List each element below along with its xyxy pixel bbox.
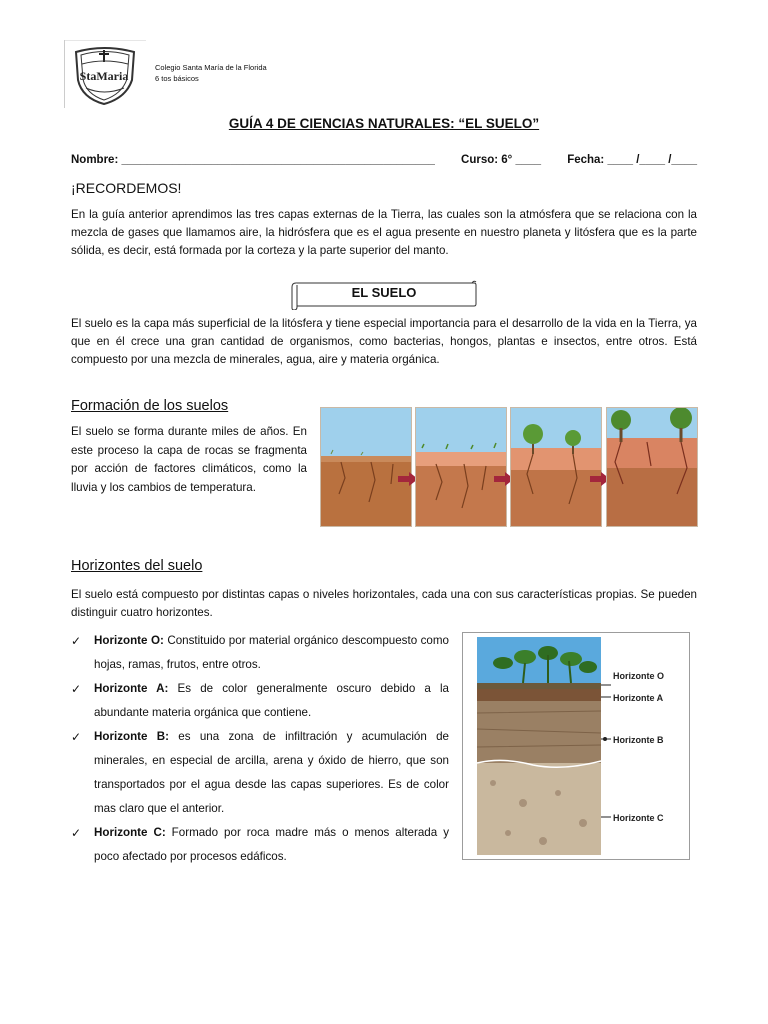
soil-horizons-diagram	[462, 632, 690, 860]
horizon-c-label: Horizonte C	[613, 813, 664, 823]
checkmark-icon: ✓	[71, 730, 82, 744]
school-name: Colegio Santa María de la Florida	[155, 63, 267, 72]
horizon-description: Es de color generalmente oscuro debido a la abundante materia orgánica que contiene.	[94, 682, 450, 719]
horizon-name: Horizonte B:	[94, 730, 169, 743]
formacion-paragraph: El suelo se forma durante miles de años. En este proceso la capa de rocas se fragmenta por acción de factores climáticos, como la lluvia y los cambios de temperatura.	[71, 425, 307, 494]
horizon-o-label: Horizonte O	[613, 671, 664, 681]
grade-label: 6 tos básicos	[155, 74, 199, 83]
horizon-name: Horizonte C:	[94, 826, 166, 839]
soil-formation-stage-3	[510, 407, 602, 527]
school-header	[155, 62, 267, 84]
horizon-name: Horizonte A:	[94, 682, 169, 695]
horizontes-heading: Horizontes del suelo	[71, 558, 203, 574]
page-title: GUÍA 4 DE CIENCIAS NATURALES: “EL SUELO”	[228, 116, 540, 131]
horizon-description: Constituido por material orgánico descompuesto como hojas, ramas, frutos, entre otros.	[94, 634, 449, 671]
horizon-description: Formado por roca madre más o menos alterada y poco afectado por procesos edáficos.	[94, 826, 449, 863]
soil-formation-stage-4	[606, 407, 698, 527]
list-item	[71, 677, 449, 725]
soil-formation-stage-2	[415, 407, 507, 527]
recordemos-heading: ¡RECORDEMOS!	[71, 180, 182, 196]
checkmark-icon: ✓	[71, 826, 82, 840]
horizontes-list	[71, 629, 449, 869]
el-suelo-banner: EL SUELO	[351, 285, 417, 300]
horizontes-intro: El suelo está compuesto por distintas capas o niveles horizontales, cada una con sus características propias. Se pueden distinguir cuatro horizontes.	[71, 588, 697, 620]
student-info-line	[71, 154, 697, 166]
recordemos-paragraph: En la guía anterior aprendimos las tres capas externas de la Tierra, las cuales son la atmósfera que se relaciona con la mezcla de gases que llamamos aire, la hidrósfera que es el agua presente en nuestro planeta y litósfera que es la parte sólida, es decir, está formada por la corteza y la parte superior del manto.	[71, 208, 697, 258]
logo-text: StaMaria	[79, 69, 129, 83]
checkmark-icon: ✓	[71, 682, 82, 696]
formacion-heading: Formación de los suelos	[71, 398, 229, 414]
name-field[interactable]: Nombre: _________________________________________________	[71, 154, 435, 166]
horizon-name: Horizonte O:	[94, 634, 164, 647]
school-logo	[64, 40, 146, 108]
list-item	[71, 821, 449, 869]
list-item	[71, 725, 449, 821]
horizon-description: es una zona de infiltración y acumulación de minerales, en especial de arcilla, arena y óxido de hierro, que son transportados por el agua desde las capas superiores. Es de color mas claro que el anterior.	[94, 730, 449, 815]
course-field[interactable]: Curso: 6° ____	[461, 154, 542, 166]
horizon-a-label: Horizonte A	[613, 693, 664, 703]
soil-formation-stage-1	[320, 407, 412, 527]
el-suelo-paragraph: El suelo es la capa más superficial de la litósfera y tiene especial importancia para el desarrollo de la vida en la Tierra, ya que en él crece una gran cantidad de organismos, como bacterias, hongos, plantas e insectos, entre otros. Está compuesto por una mezcla de minerales, agua, aire y materia orgánica.	[71, 317, 697, 367]
checkmark-icon: ✓	[71, 634, 82, 648]
date-field[interactable]: Fecha: ____ /____ /____	[567, 154, 697, 166]
list-item	[71, 629, 449, 677]
horizon-b-label: Horizonte B	[613, 735, 664, 745]
